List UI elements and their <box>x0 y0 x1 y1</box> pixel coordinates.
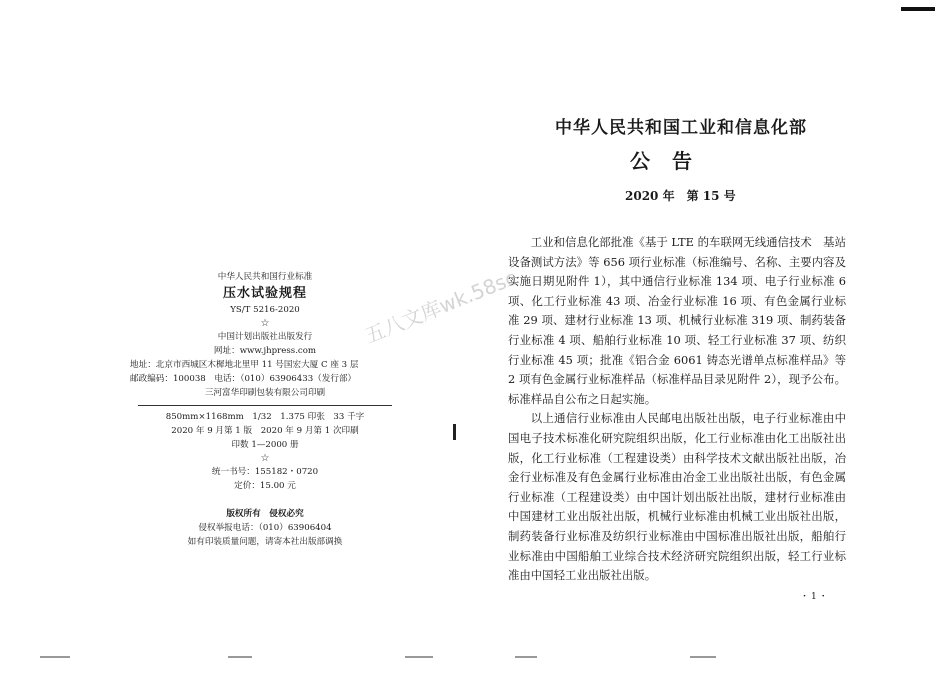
scan-edge-mark <box>40 656 70 658</box>
standard-category: 中华人民共和国行业标准 <box>217 272 313 282</box>
postcode-phone: 邮政编码：100038 电话：（010）63906433（发行部） <box>130 374 357 384</box>
copyright-imprint <box>130 270 400 549</box>
binding-mark <box>453 424 456 440</box>
document-type: 公告 <box>630 149 714 173</box>
star-divider: ☆ <box>260 453 270 464</box>
standard-code: YS/T 5216-2020 <box>230 305 300 315</box>
document-number: 2020 年 第 15 号 <box>625 189 736 203</box>
standard-title: 压水试验规程 <box>222 286 307 301</box>
website: 网址：www.jhpress.com <box>213 346 317 356</box>
isbn: 统一书号：155182・0720 <box>211 467 319 477</box>
publisher-address: 地址：北京市西城区木樨地北里甲 11 号国宏大厦 C 座 3 层 <box>130 360 359 370</box>
watermark: 五八文库wk.58sc <box>361 265 520 348</box>
scan-edge-mark <box>228 656 252 658</box>
publisher: 中国计划出版社出版发行 <box>217 332 313 342</box>
paragraph: 以上通信行业标准由人民邮电出版社出版，电子行业标准由中国电子技术标准化研究院组织出版，化工行业标准由化工出版社出版，化工行业标准（工程建设类）由科学技术文献出版社出版，冶金行业标准及有色金属行业标准由冶金工业出版社出版，有色金属行业标准（工程建设类）由中国计划出版社出版，建材行业标准由中国建材工业出版社出版，机械行业标准由机械工业出版社出版，制药装备行业标准及纺织行业标准由中国标准出版社出版，船舶行业标准由中国船舶工业综合技术经济研究院组织出版，轻工行业标准由中国轻工业出版社出版。 <box>508 411 846 583</box>
announcement-body <box>508 233 846 586</box>
price: 定价：15.00 元 <box>234 481 296 491</box>
copyright-notice: 版权所有 侵权必究 <box>226 509 304 519</box>
horizontal-rule <box>138 405 392 406</box>
star-divider: ☆ <box>260 318 270 329</box>
spacer <box>130 493 400 507</box>
quality-note: 如有印装质量问题，请寄本社出版部调换 <box>187 537 343 547</box>
page-number: ・1・ <box>800 592 830 602</box>
format-specs: 850mm×1168mm 1/32 1.375 印张 33 千字 <box>165 412 365 422</box>
ministry-title: 中华人民共和国工业和信息化部 <box>555 118 807 138</box>
piracy-hotline: 侵权举报电话：（010）63906404 <box>198 523 332 533</box>
printer: 三河富华印刷包装有限公司印刷 <box>204 388 326 398</box>
scan-edge-mark <box>405 656 433 658</box>
edition-info: 2020 年 9 月第 1 版 2020 年 9 月第 1 次印刷 <box>171 426 359 436</box>
print-run: 印数 1—2000 册 <box>231 440 299 450</box>
paragraph: 工业和信息化部批准《基于 LTE 的车联网无线通信技术 基站设备测试方法》等 656 项行业标准（标准编号、名称、主要内容及实施日期见附件 1），其中通信行业标准 134 项、电子行业标准 6 项、化工行业标准 43 项、冶金行业标准 16 项、有色金属行业标准 29 项、建材行业标准 13 项、机械行业标准 319 项、制药装备行业标准 4 项、船舶行业标准 10 项、轻工行业标准 37 项、纺织行业标准 45 项；批准《铝合金 6061 铸态光谱单点标准样品》等 2 项有色金属行业标准样品（标准样品目录见附件 2），现予公布。标准样品自公布之日起实施。 <box>508 235 846 406</box>
